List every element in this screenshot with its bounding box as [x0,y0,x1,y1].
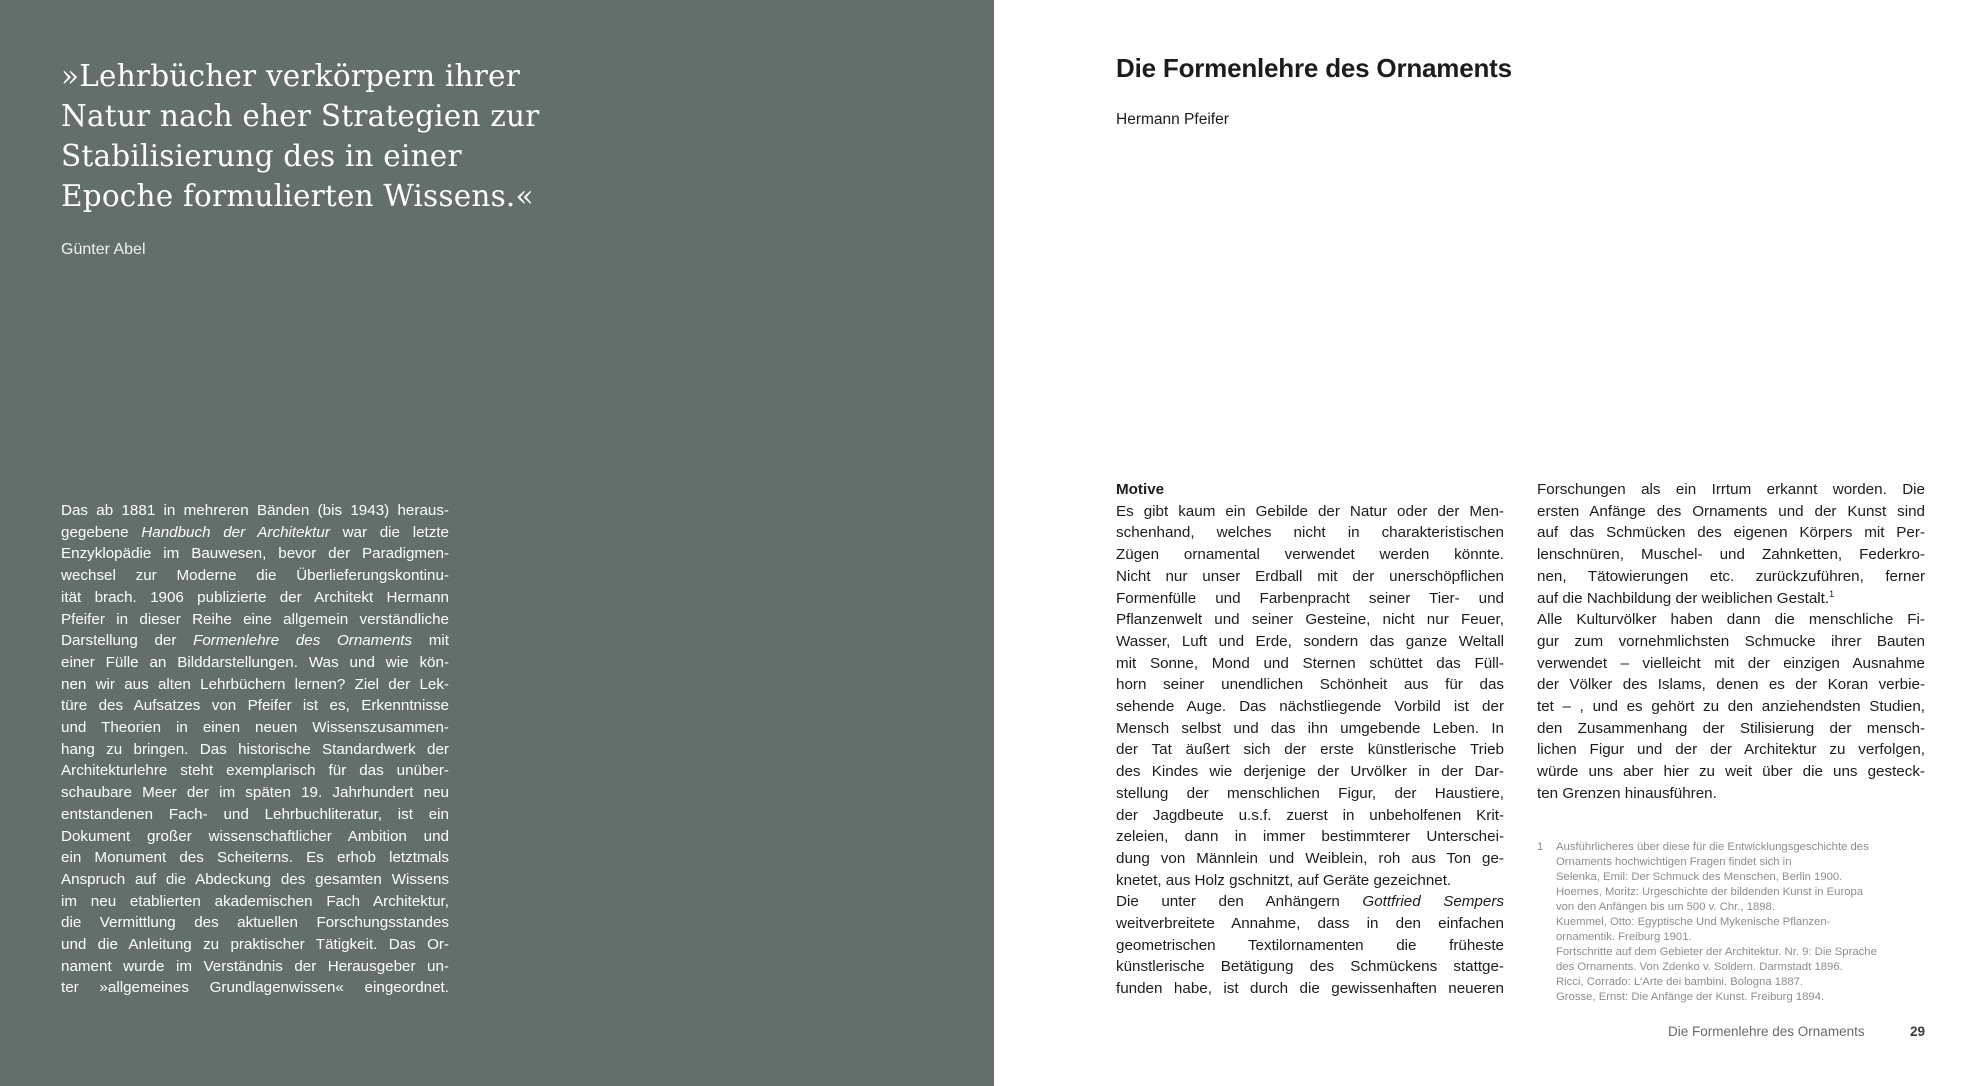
text-line: schaubare Meer der im späten 19. Jahrhundert neu [61,784,449,802]
section-heading: Motive [1116,481,1165,498]
text-line: Pflanzenwelt und seiner Gesteine, nicht nur Feuer, [1116,611,1504,629]
text-line: dung von Männlein und Weiblein, roh aus Ton ge- [1116,849,1504,867]
footnote-line: Fortschritte auf dem Gebieter der Architektur. Nr. 9: Die Sprache [1556,946,1877,958]
text-line: wechsel zur Moderne die Überlieferungskontinu- [61,567,449,585]
text-line: der Völker des Islams, denen es der Koran verbie- [1537,676,1925,694]
body-column-2 [1537,479,1925,805]
footnote-line: Hoernes, Moritz: Urgeschichte der bildenden Kunst in Europa [1556,886,1864,898]
running-head: Die Formenlehre des Ornaments [1668,1024,1865,1039]
quote-line: Epoche formulierten Wissens.« [61,179,534,213]
text-line: im neu etablierten akademischen Fach Architektur, [61,892,449,910]
text-line: nen, Tätowierungen etc. zurückzuführen, ferner [1537,567,1925,585]
footnote-line: Ornaments hochwichtigen Fragen findet sich in [1556,856,1792,868]
text-line: mit Sonne, Mond und Sternen schüttet das Füll- [1116,654,1504,672]
footnote-line: Selenka, Emil: Der Schmuck des Menschen, Berlin 1900. [1556,871,1843,883]
text-line: Die unter den Anhängern Gottfried Sempers [1116,893,1504,911]
text-line: und die Anleitung zu praktischer Tätigkeit. Das Or- [61,936,449,954]
text-line: einer Fülle an Bilddarstellungen. Was und wie kön- [61,653,449,671]
text-line: hang zu bringen. Das historische Standardwerk der [61,740,449,758]
text-line: den Zusammenhang der Stilisierung der mensch- [1537,719,1925,737]
text-line: Anspruch auf die Abdeckung des gesamten Wissens [61,870,449,888]
text-line: und Theorien in einen neuen Wissenszusammen- [61,719,449,737]
text-line: weitverbreitete Annahme, dass in den einfachen [1116,915,1504,933]
footnote-marker[interactable]: 1 [1829,588,1835,599]
text-line: Architekturlehre steht exemplarisch für das unüber- [61,762,449,780]
footnote-number: 1 [1537,841,1544,853]
text-line: ten Grenzen hinausführen. [1537,784,1717,802]
text-line: tet – , und es gehört zu den anziehendsten Studien, [1537,698,1925,716]
text-line: ein Monument des Scheiterns. Es erhob letztmals [61,849,449,867]
text-line: des Kindes wie derjenige der Urvölker in der Dar- [1116,763,1504,781]
text-line: der Tat äußert sich der erste künstlerische Trieb [1116,741,1504,759]
text-line: Nicht nur unser Erdball mit der unerschöpflichen [1116,567,1504,585]
text-line: Wasser, Luft und Erde, sondern das ganze Weltall [1116,632,1504,650]
text-line: verwendet – vielleicht mit der einzigen Ausnahme [1537,654,1925,672]
text-line: lichen Figur und der der Architektur zu verfolgen, [1537,741,1925,759]
footnote-line: Grosse, Ernst: Die Anfänge der Kunst. Freiburg 1894. [1556,991,1825,1003]
footnote-line: Kuemmel, Otto: Egyptische Und Mykenische Pflanzen- [1556,916,1831,928]
quote-author: Günter Abel [61,241,146,258]
essay-title-italic: Formenlehre des Ornaments [193,632,413,650]
text-line: künstlerische Betätigung des Schmückens stattge- [1116,958,1504,976]
text-line: nen wir aus alten Lehrbüchern lernen? Ziel der Lek- [61,675,449,693]
text-line: die Vermittlung des aktuellen Forschungsstandes [61,914,449,932]
page-number: 29 [1910,1024,1926,1039]
text-line: stellung der menschlichen Figur, der Haustiere, [1116,784,1504,802]
text-line: der Jagdbeute u.s.f. zuerst in unbeholfenen Krit- [1116,806,1504,824]
text-line: geometrischen Textilornamenten die früheste [1116,936,1504,954]
text-line: funden habe, ist durch die gewissenhaften neueren [1116,980,1504,998]
footnote-line: von den Anfängen bis um 500 v. Chr., 1898. [1556,901,1775,913]
quote-line: Stabilisierung des in einer [61,139,462,173]
intro-paragraph [61,500,449,999]
footnote-line: Ausführlicheres über diese für die Entwicklungsgeschichte des [1556,841,1869,853]
footnote-line: Ricci, Corrado: L'Arte dei bambini. Bologna 1887. [1556,976,1804,988]
text-line: würde uns aber hier zu weit über die uns gesteck- [1537,763,1925,781]
text-line: Formenfülle und Farbenpracht seiner Tier- und [1116,589,1504,607]
footnote [1537,840,1925,1005]
body-column-1 [1116,479,1504,1000]
text-line: horn seiner unendlichen Schönheit aus für das [1116,676,1504,694]
text-line: nament wurde im Verständnis der Herausgeber un- [61,957,449,975]
text-line: entstandenen Fach- und Lehrbuchliteratur, ist ein [61,805,449,823]
text-line: ität brach. 1906 publizierte der Architekt Hermann [61,588,449,606]
text-line: auf die Nachbildung der weiblichen Gestalt.$^1$ [1537,588,1835,607]
text-line: Pfeifer in dieser Reihe eine allgemein verständliche [61,610,449,628]
text-line: sehende Auge. Das nächstliegende Vorbild ist der [1116,698,1504,716]
text-line: zeleien, dann in immer bestimmterer Unterschei- [1116,828,1504,846]
text-line: Es gibt kaum ein Gebilde der Natur oder der Men- [1116,502,1504,520]
quote-line: »Lehrbücher verkörpern ihrer [61,59,521,93]
text-line: knetet, aus Holz gschnitzt, auf Geräte gezeichnet. [1116,871,1452,889]
text-line: lenschnüren, Muschel- und Zahnketten, Federkro- [1537,546,1925,564]
footnote-line: des Ornaments. Von Zdenko v. Soldern. Darmstadt 1896. [1556,961,1843,973]
quote-line: Natur nach eher Strategien zur [61,99,540,133]
book-title-italic: Handbuch der Architektur [141,523,330,541]
text-line: türe des Aufsatzes von Pfeifer ist es, Erkenntnisse [61,697,449,715]
text-line: gur zum vornehmlichsten Schmucke ihrer Bauten [1537,632,1925,650]
text-line: ter »allgemeines Grundlagenwissen« eingeordnet. [61,979,449,997]
text-line: Dokument großer wissenschaftlicher Ambition und [61,827,449,845]
text-line: gegebene Handbuch der Architektur war die letzte [61,523,449,541]
name-italic: Gottfried Sempers [1362,893,1504,911]
text-line: Forschungen als ein Irrtum erkannt worden. Die [1537,481,1925,498]
text-line: Darstellung der Formenlehre des Ornaments mit [61,632,449,650]
text-line: ersten Anfänge des Ornaments und der Kunst sind [1537,502,1925,520]
text-line: auf das Schmücken des eigenen Körpers mit Per- [1537,524,1925,542]
epigraph-quote [61,56,581,216]
text-line: Alle Kulturvölker haben dann die menschliche Fi- [1537,611,1925,629]
article-title: Die Formenlehre des Ornaments [1116,53,1512,83]
text-line: schenhand, welches nicht in charakteristischen [1116,524,1504,542]
footnote-line: ornamentik. Freiburg 1901. [1556,931,1692,943]
text-line: Zügen ornamental verwendet werden könnte. [1116,546,1504,564]
text-line: Mensch selbst und das ihn umgebende Leben. In [1116,719,1504,737]
text-line: Enzyklopädie im Bauwesen, bevor der Paradigmen- [61,545,449,563]
article-author: Hermann Pfeifer [1116,111,1229,128]
text-line: Das ab 1881 in mehreren Bänden (bis 1943) heraus- [61,502,449,519]
